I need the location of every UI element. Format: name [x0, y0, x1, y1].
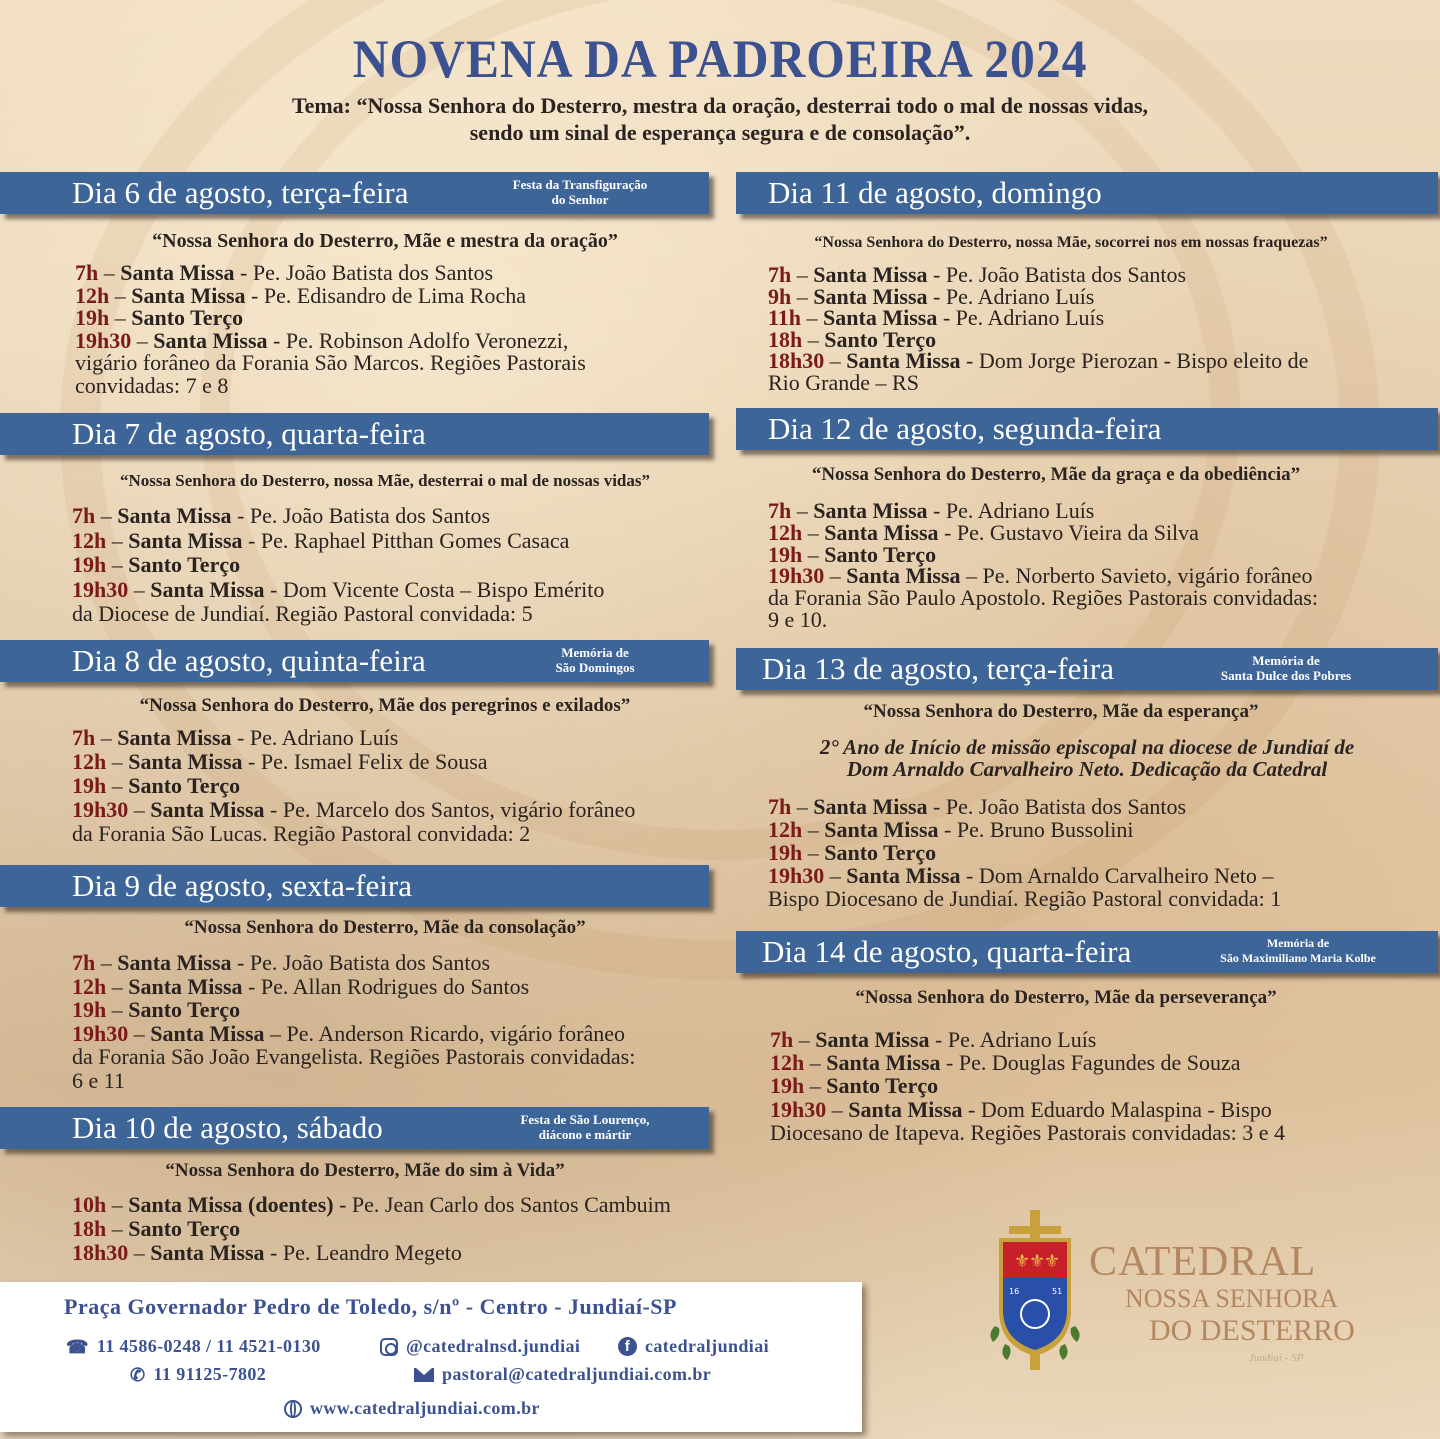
special-note-line: Dom Arnaldo Carvalheiro Neto. Dedicação da Catedral [846, 757, 1328, 781]
schedule-time: 7h [72, 725, 96, 750]
schedule-detail: – [802, 541, 825, 567]
feast-label [1198, 936, 1398, 966]
schedule-detail: - Pe. Edisandro de Lima Rocha [245, 282, 526, 308]
contact-footer [0, 1282, 862, 1432]
feast-label [480, 177, 680, 207]
facebook-link[interactable] [618, 1336, 769, 1357]
logo-line-1: CATEDRAL [1089, 1239, 1317, 1285]
schedule-detail: – [804, 1050, 827, 1076]
schedule-event: Santa Missa [128, 749, 243, 774]
feast-line: São Maximiliano Maria Kolbe [1220, 951, 1376, 965]
schedule-time: 7h [768, 262, 792, 287]
schedule-line [768, 864, 1281, 887]
schedule-note: da Forania São Paulo Apostolo. Regiões Pastorais convidadas: [768, 585, 1318, 611]
svg-text:⚜: ⚜ [1029, 1251, 1046, 1272]
schedule-event: Santa Missa (doentes) [128, 1192, 334, 1217]
day-theme: “Nossa Senhora do Desterro, nossa Mãe, desterrai o mal de nossas vidas” [120, 471, 650, 490]
schedule-time: 7h [72, 950, 96, 975]
schedule [768, 264, 1308, 393]
schedule [72, 1193, 671, 1265]
day-title: Dia 7 de agosto, quarta-feira [72, 416, 426, 451]
schedule-detail: – [791, 262, 814, 287]
schedule-detail: – [802, 840, 825, 865]
globe-icon [284, 1400, 302, 1418]
feast-line: Memória de [561, 645, 629, 660]
email-icon [414, 1368, 434, 1382]
schedule-event: Santo Terço [128, 773, 241, 798]
schedule-event: Santa Missa [117, 725, 232, 750]
schedule-line [72, 726, 635, 750]
schedule-time: 19h [75, 305, 110, 330]
schedule-event: Santa Missa [813, 794, 928, 819]
whatsapp-contact[interactable] [130, 1364, 266, 1385]
schedule-detail: - Dom Jorge Pierozan - Bispo eleito de [960, 348, 1309, 373]
schedule-event: Santa Missa [150, 576, 265, 602]
schedule-time: 18h30 [768, 348, 825, 373]
schedule-event: Santa Missa [823, 305, 938, 330]
schedule-time: 7h [770, 1027, 794, 1052]
schedule-event: Santa Missa [824, 519, 939, 545]
whatsapp-icon: ✆ [130, 1364, 146, 1385]
schedule-line [75, 282, 586, 308]
schedule-line [768, 541, 1318, 567]
schedule-time: 19h30 [768, 863, 825, 888]
schedule-detail: - Pe. João Batista dos Santos [231, 950, 491, 975]
day-banner [0, 640, 709, 682]
schedule-line [72, 798, 635, 822]
tema [0, 92, 1440, 146]
schedule-time: 7h [768, 794, 792, 819]
schedule-time: 7h [768, 498, 792, 523]
schedule-time: 19h30 [72, 1020, 129, 1046]
website-url: www.catedraljundiai.com.br [310, 1398, 540, 1418]
phone-contact[interactable] [66, 1336, 321, 1357]
schedule-detail: – [128, 1240, 151, 1265]
schedule [72, 504, 604, 627]
day-title: Dia 10 de agosto, sábado [72, 1110, 383, 1145]
schedule-detail: – [106, 552, 129, 577]
schedule-detail: – Pe. Norberto Savieto, vigário forâneo [960, 563, 1313, 589]
schedule-time: 18h [72, 1216, 107, 1241]
schedule-line [72, 774, 635, 798]
schedule-event: Santo Terço [824, 840, 937, 865]
day-theme: “Nossa Senhora do Desterro, nossa Mãe, socorrei nos em nossas fraquezas” [814, 234, 1328, 251]
schedule-detail: - Pe. Raphael Pitthan Gomes Casaca [242, 527, 570, 553]
schedule-time: 19h [72, 552, 107, 577]
schedule-detail: – [802, 817, 825, 842]
schedule [770, 1028, 1285, 1144]
schedule-note: Diocesano de Itapeva. Regiões Pastorais convidadas: 3 e 4 [770, 1119, 1286, 1145]
address: Praça Governador Pedro de Toledo, s/nº - Centro - Jundiaí-SP [64, 1294, 677, 1319]
schedule-line [72, 998, 635, 1022]
schedule-detail: – [128, 1020, 151, 1046]
schedule-line [72, 504, 604, 529]
day-banner [736, 172, 1438, 214]
schedule-time: 12h [770, 1050, 805, 1076]
schedule-line [75, 327, 586, 353]
schedule-note: convidadas: 7 e 8 [75, 372, 229, 398]
day-theme: “Nossa Senhora do Desterro, Mãe dos peregrinos e exilados” [139, 695, 631, 716]
schedule-detail: - Pe. João Batista dos Santos [927, 794, 1187, 819]
feast-label [1186, 653, 1386, 683]
schedule-note: da Diocese de Jundiaí. Região Pastoral convidada: 5 [72, 601, 533, 626]
schedule-detail: - Dom Vicente Costa – Bispo Emérito [264, 576, 605, 602]
schedule-detail: – [106, 997, 129, 1022]
schedule-line [72, 1241, 671, 1265]
day-banner [736, 408, 1438, 450]
day-title: Dia 14 de agosto, quarta-feira [762, 934, 1132, 969]
schedule-line [768, 264, 1308, 286]
schedule [768, 795, 1281, 910]
schedule-detail: – [106, 1216, 129, 1241]
feast-line: Festa de São Lourenço, [520, 1112, 650, 1127]
schedule-line [72, 578, 604, 603]
schedule-event: Santo Terço [128, 1216, 241, 1241]
feast-label [485, 1112, 685, 1142]
day-banner [0, 865, 709, 907]
schedule-detail: - Pe. Robinson Adolfo Veronezzi, [267, 327, 569, 353]
schedule-line [768, 565, 1318, 587]
schedule-event: Santa Missa [846, 863, 961, 888]
day-theme: “Nossa Senhora do Desterro, Mãe da consolação” [184, 917, 586, 938]
schedule-time: 19h [770, 1073, 805, 1099]
svg-text:⚜: ⚜ [1014, 1251, 1031, 1272]
instagram-handle: @catedralnsd.jundiai [406, 1336, 581, 1356]
schedule [75, 262, 586, 397]
schedule-line [72, 529, 604, 554]
day-banner [736, 648, 1438, 690]
day-theme: “Nossa Senhora do Desterro, Mãe da esperança” [863, 701, 1259, 722]
feast-line: Santa Dulce dos Pobres [1220, 668, 1352, 683]
schedule-note: 9 e 10. [768, 606, 828, 632]
day-banner [0, 172, 709, 214]
cathedral-logo [985, 1210, 1365, 1380]
page-title: NOVENA DA PADROEIRA 2024 [352, 29, 1088, 89]
phone-icon: ☎ [66, 1336, 89, 1357]
schedule-event: Santa Missa [813, 283, 928, 309]
schedule-note: Rio Grande – RS [768, 369, 919, 395]
schedule-detail: – [106, 1192, 129, 1217]
schedule-event: Santa Missa [813, 498, 928, 523]
schedule-event: Santa Missa [826, 1050, 941, 1076]
schedule-detail: – [106, 749, 129, 774]
schedule-detail: - Pe. Douglas Fagundes de Souza [940, 1050, 1241, 1076]
schedule-line [770, 1074, 1285, 1097]
schedule-detail: – [128, 576, 151, 602]
schedule-event: Santa Missa [846, 348, 961, 373]
schedule-detail: – [109, 282, 132, 308]
feast-label [500, 645, 690, 675]
schedule-event: Santa Missa [150, 1240, 265, 1265]
schedule-event: Santa Missa [150, 1020, 265, 1046]
schedule-line [768, 326, 1308, 352]
schedule-line [72, 553, 604, 578]
schedule-detail: – [95, 950, 118, 975]
schedule-detail: - Pe. Adriano Luís [927, 283, 1095, 309]
schedule-detail: - Pe. Ismael Felix de Sousa [242, 749, 488, 774]
schedule-detail: - Pe. João Batista dos Santos [234, 260, 494, 285]
schedule-time: 11h [768, 305, 802, 330]
schedule-event: Santo Terço [826, 1073, 939, 1099]
schedule-event: Santa Missa [128, 527, 243, 553]
day-theme: “Nossa Senhora do Desterro, Mãe e mestra da oração” [152, 230, 618, 252]
email-address: pastoral@catedraljundiai.com.br [442, 1364, 712, 1384]
schedule-detail: – [98, 260, 121, 285]
schedule-event: Santa Missa [813, 262, 928, 287]
schedule-line [768, 795, 1281, 818]
schedule-event: Santo Terço [824, 541, 937, 567]
schedule-detail: - Pe. Adriano Luís [927, 498, 1095, 523]
schedule-line [768, 307, 1308, 329]
day-theme: “Nossa Senhora do Desterro, Mãe do sim à Vida” [165, 1160, 565, 1181]
schedule-line [72, 951, 635, 975]
schedule-detail: – [824, 863, 847, 888]
schedule-time: 19h30 [72, 797, 129, 822]
schedule-detail: – [791, 498, 814, 523]
feast-line: São Domingos [555, 660, 635, 675]
instagram-icon [380, 1338, 398, 1356]
day-title: Dia 12 de agosto, segunda-feira [768, 411, 1162, 446]
schedule-detail: – [95, 503, 118, 528]
email-link[interactable] [414, 1364, 711, 1385]
schedule-note: Bispo Diocesano de Jundiaí. Região Pastoral convidada: 1 [768, 886, 1282, 911]
schedule-line [768, 283, 1308, 309]
schedule-time: 19h [72, 773, 107, 798]
schedule-detail: - Pe. Adriano Luís [929, 1027, 1097, 1052]
feast-line: diácono e mártir [538, 1127, 632, 1142]
day-title: Dia 11 de agosto, domingo [768, 175, 1102, 210]
schedule-detail: – [824, 563, 847, 589]
schedule-detail: - Pe. Adriano Luís [231, 725, 399, 750]
schedule-event: Santa Missa [824, 817, 939, 842]
facebook-handle: catedraljundiai [645, 1336, 770, 1356]
schedule-detail: – [128, 797, 151, 822]
schedule-time: 19h30 [75, 327, 132, 353]
schedule-detail: – [793, 1027, 816, 1052]
schedule-event: Santa Missa [153, 327, 268, 353]
schedule-detail: – [106, 527, 129, 553]
feast-line: Memória de [1266, 936, 1330, 950]
logo-line-2: NOSSA SENHORA [1125, 1284, 1339, 1313]
schedule-time: 19h30 [770, 1096, 827, 1122]
schedule-detail: – [802, 519, 825, 545]
schedule-detail: - Pe. Bruno Bussolini [938, 817, 1134, 842]
svg-text:⚜: ⚜ [1044, 1251, 1061, 1272]
schedule-note: vigário forâneo da Forania São Marcos. Regiões Pastorais [75, 350, 586, 375]
schedule-detail: – [131, 327, 154, 353]
schedule-time: 7h [72, 503, 96, 528]
schedule-event: Santa Missa [120, 260, 235, 285]
schedule-note: 6 e 11 [72, 1067, 125, 1093]
schedule-line [72, 750, 635, 774]
schedule-line [768, 500, 1318, 522]
schedule-event: Santo Terço [824, 326, 937, 352]
schedule-time: 12h [768, 519, 803, 545]
schedule-detail: - Dom Arnaldo Carvalheiro Neto – [960, 863, 1274, 888]
schedule [72, 726, 635, 846]
feast-line: Festa da Transfiguração [512, 177, 648, 192]
schedule-time: 12h [72, 527, 107, 553]
schedule-time: 19h30 [72, 576, 129, 602]
schedule-event: Santo Terço [128, 997, 241, 1022]
schedule-time: 18h [768, 326, 803, 352]
schedule-detail: - Pe. Allan Rodrigues do Santos [242, 973, 530, 999]
day-title: Dia 13 de agosto, terça-feira [762, 651, 1115, 686]
day-theme: “Nossa Senhora do Desterro, Mãe da graça e da obediência” [811, 464, 1301, 485]
schedule-detail: – [801, 305, 824, 330]
shield-year-left: 16 [1009, 1287, 1020, 1296]
schedule-time: 19h [768, 840, 803, 865]
schedule-time: 12h [768, 817, 803, 842]
schedule-detail: – [106, 773, 129, 798]
schedule-line [75, 262, 586, 285]
schedule-detail: - Pe. Adriano Luís [937, 305, 1105, 330]
schedule-note: da Forania São João Evangelista. Regiões Pastorais convidadas: [72, 1044, 636, 1069]
schedule-event: Santa Missa [117, 950, 232, 975]
schedule-note: da Forania São Lucas. Região Pastoral convidada: 2 [72, 821, 531, 846]
day-title: Dia 9 de agosto, sexta-feira [72, 868, 413, 903]
day-title: Dia 6 de agosto, terça-feira [72, 175, 409, 210]
schedule-time: 12h [72, 973, 107, 999]
coat-of-arms-icon [985, 1210, 1085, 1370]
feast-line: do Senhor [551, 192, 609, 207]
schedule-line [768, 519, 1318, 545]
shield-year-right: 51 [1052, 1287, 1063, 1296]
schedule-event: Santa Missa [117, 503, 232, 528]
schedule-line [72, 975, 635, 999]
schedule-line [72, 1022, 635, 1046]
schedule-detail: – [802, 326, 825, 352]
schedule-time: 7h [75, 260, 99, 285]
schedule-event: Santa Missa [815, 1027, 930, 1052]
day-banner [0, 1107, 709, 1149]
schedule [768, 500, 1318, 631]
schedule-time: 12h [72, 749, 107, 774]
website-link[interactable] [284, 1398, 540, 1419]
schedule-time: 19h [768, 541, 803, 567]
schedule-detail: - Dom Eduardo Malaspina - Bispo [962, 1096, 1272, 1122]
schedule-line [768, 841, 1281, 864]
phone-numbers: 11 4586-0248 / 11 4521-0130 [96, 1336, 321, 1356]
schedule-event: Santa Missa [131, 282, 246, 308]
schedule-detail: – [824, 348, 847, 373]
schedule [72, 951, 635, 1092]
schedule-detail: – [109, 305, 132, 330]
schedule-detail: – [826, 1096, 849, 1122]
schedule-detail: - Pe. Marcelo dos Santos, vigário forâneo [264, 797, 636, 822]
schedule-detail: - Pe. João Batista dos Santos [231, 503, 491, 528]
logo-line-3: DO DESTERRO [1149, 1314, 1355, 1347]
schedule-event: Santa Missa [848, 1096, 963, 1122]
schedule-detail: – [106, 973, 129, 999]
special-note-line: 2° Ano de Início de missão episcopal na diocese de Jundiaí de [819, 735, 1355, 759]
schedule-detail: – Pe. Anderson Ricardo, vigário forâneo [264, 1020, 626, 1046]
day-banner [736, 931, 1438, 973]
schedule-line [75, 307, 586, 330]
day-title: Dia 8 de agosto, quinta-feira [72, 643, 426, 678]
schedule-line [770, 1028, 1285, 1051]
schedule-time: 19h [72, 997, 107, 1022]
special-note [736, 736, 1438, 780]
tema-line: sendo um sinal de esperança segura e de consolação”. [469, 120, 971, 145]
logo-tagline: Jundiaí - SP [1249, 1352, 1304, 1364]
schedule-event: Santa Missa [150, 797, 265, 822]
day-theme: “Nossa Senhora do Desterro, Mãe da perseverança” [855, 987, 1277, 1008]
schedule-detail: - Pe. Gustavo Vieira da Silva [938, 519, 1199, 545]
schedule-detail: – [791, 794, 814, 819]
instagram-link[interactable] [380, 1336, 580, 1357]
schedule-event: Santo Terço [128, 552, 241, 577]
schedule-line [770, 1098, 1285, 1121]
day-banner [0, 413, 709, 455]
schedule-time: 10h [72, 1192, 107, 1217]
schedule-time: 18h30 [72, 1240, 129, 1265]
schedule-detail: – [791, 283, 814, 309]
schedule-event: Santa Missa [128, 973, 243, 999]
schedule-line [770, 1051, 1285, 1074]
schedule-line [72, 1217, 671, 1241]
schedule-time: 12h [75, 282, 110, 308]
schedule-time: 9h [768, 283, 792, 309]
schedule-detail: - Pe. Jean Carlo dos Santos Cambuim [333, 1192, 671, 1217]
schedule-line [72, 1193, 671, 1217]
tema-line: Tema: “Nossa Senhora do Desterro, mestra da oração, desterrai todo o mal de nossas vidas, [291, 93, 1149, 118]
schedule-detail: - Pe. João Batista dos Santos [927, 262, 1187, 287]
schedule-time: 19h30 [768, 563, 825, 589]
feast-line: Memória de [1252, 653, 1320, 668]
schedule-detail: - Pe. Leandro Megeto [264, 1240, 462, 1265]
whatsapp-number: 11 91125-7802 [153, 1364, 267, 1384]
schedule-event: Santo Terço [131, 305, 244, 330]
schedule-detail: – [804, 1073, 827, 1099]
schedule-event: Santa Missa [846, 563, 961, 589]
facebook-icon: f [618, 1337, 637, 1356]
schedule-line [768, 818, 1281, 841]
schedule-line [768, 350, 1308, 372]
schedule-detail: – [95, 725, 118, 750]
